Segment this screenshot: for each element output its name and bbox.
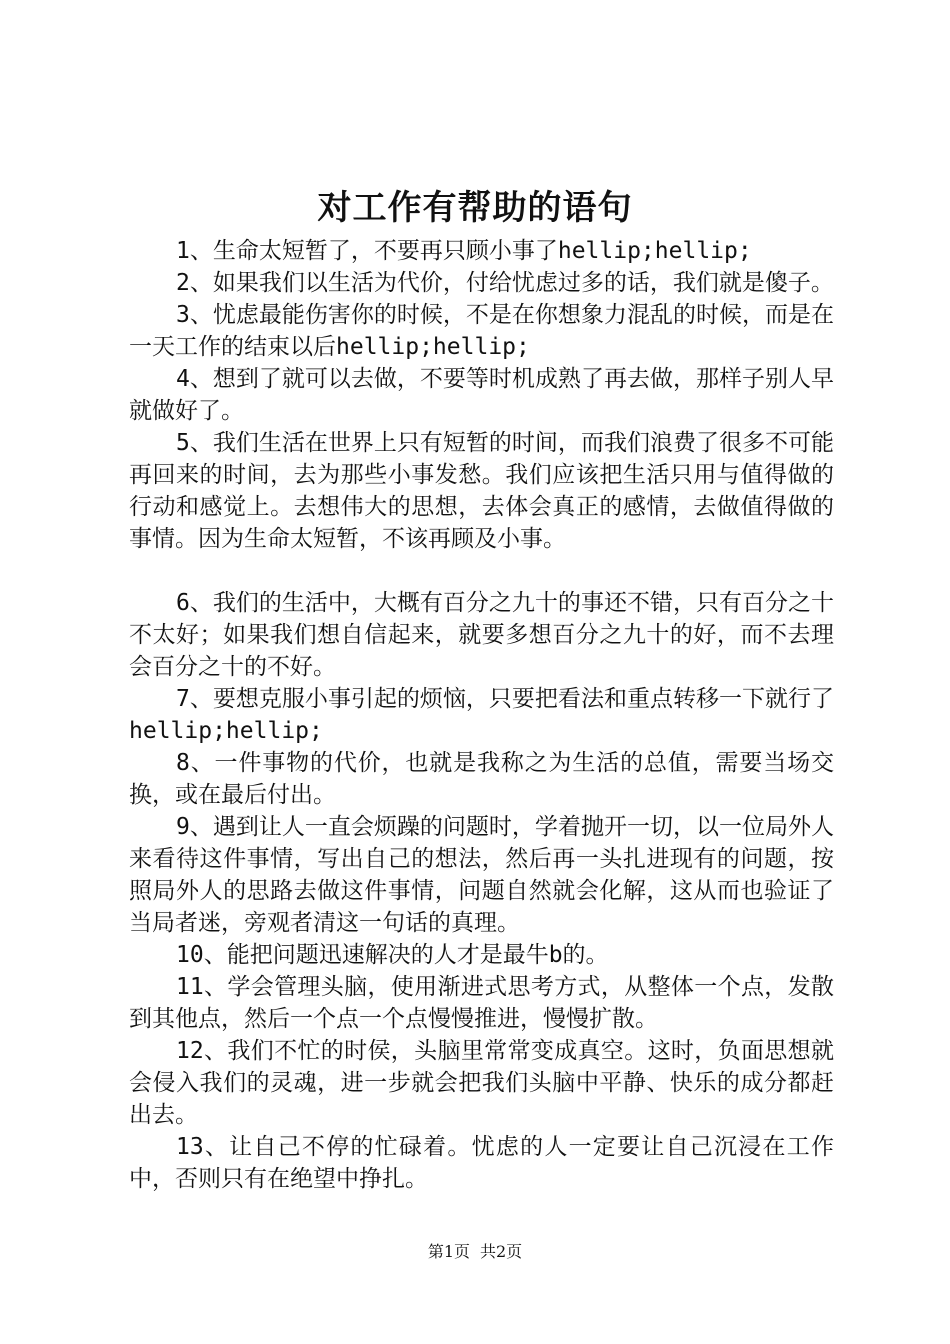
page-title: 对工作有帮助的语句 bbox=[317, 188, 633, 228]
paragraph-10: 10、能把问题迅速解决的人才是最牛b的。 bbox=[176, 942, 609, 968]
page-footer bbox=[0, 1240, 950, 1264]
paragraph-gap bbox=[129, 555, 834, 587]
paragraph-8: 8、一件事物的代价，也就是我称之为生活的总值，需要当场交换，或在最后付出。 bbox=[129, 750, 834, 808]
paragraph-12: 12、我们不忙的时侯，头脑里常常变成真空。这时，负面思想就会侵入我们的灵魂，进一步就会把我们头脑中平静、快乐的成分都赶出去。 bbox=[129, 1038, 834, 1128]
paragraph-9: 9、遇到让人一直会烦躁的问题时，学着抛开一切，以一位局外人来看待这件事情，写出自己的想法，然后再一头扎进现有的问题，按照局外人的思路去做这件事情，问题自然就会化解，这从而也验证了当局者迷，旁观者清这一句话的真理。 bbox=[129, 814, 834, 936]
paragraph-1: 1、生命太短暂了，不要再只顾小事了hellip;hellip; bbox=[176, 238, 752, 264]
paragraph-4: 4、想到了就可以去做，不要等时机成熟了再去做，那样子别人早就做好了。 bbox=[129, 366, 834, 424]
document-body bbox=[129, 235, 834, 1195]
paragraph-5: 5、我们生活在世界上只有短暂的时间，而我们浪费了很多不可能再回来的时间，去为那些小事发愁。我们应该把生活只用与值得做的行动和感觉上。去想伟大的思想，去体会真正的感情，去做值得做的事情。因为生命太短暂，不该再顾及小事。 bbox=[129, 430, 834, 552]
page-number-current: 第1页 bbox=[427, 1242, 470, 1261]
page-number-total: 共2页 bbox=[480, 1242, 523, 1261]
paragraph-6: 6、我们的生活中，大概有百分之九十的事还不错，只有百分之十不太好；如果我们想自信起来，就要多想百分之九十的好，而不去理会百分之十的不好。 bbox=[129, 590, 834, 680]
paragraph-2: 2、如果我们以生活为代价，付给忧虑过多的话，我们就是傻子。 bbox=[176, 270, 834, 296]
paragraph-7: 7、要想克服小事引起的烦恼，只要把看法和重点转移一下就行了hellip;hellip; bbox=[129, 686, 834, 744]
paragraph-13: 13、让自己不停的忙碌着。忧虑的人一定要让自己沉浸在工作中，否则只有在绝望中挣扎。 bbox=[129, 1134, 834, 1192]
paragraph-11: 11、学会管理头脑，使用渐进式思考方式，从整体一个点，发散到其他点，然后一个点一个点慢慢推进，慢慢扩散。 bbox=[129, 974, 834, 1032]
paragraph-3: 3、忧虑最能伤害你的时候，不是在你想象力混乱的时候，而是在一天工作的结束以后hellip;hellip; bbox=[129, 302, 834, 360]
